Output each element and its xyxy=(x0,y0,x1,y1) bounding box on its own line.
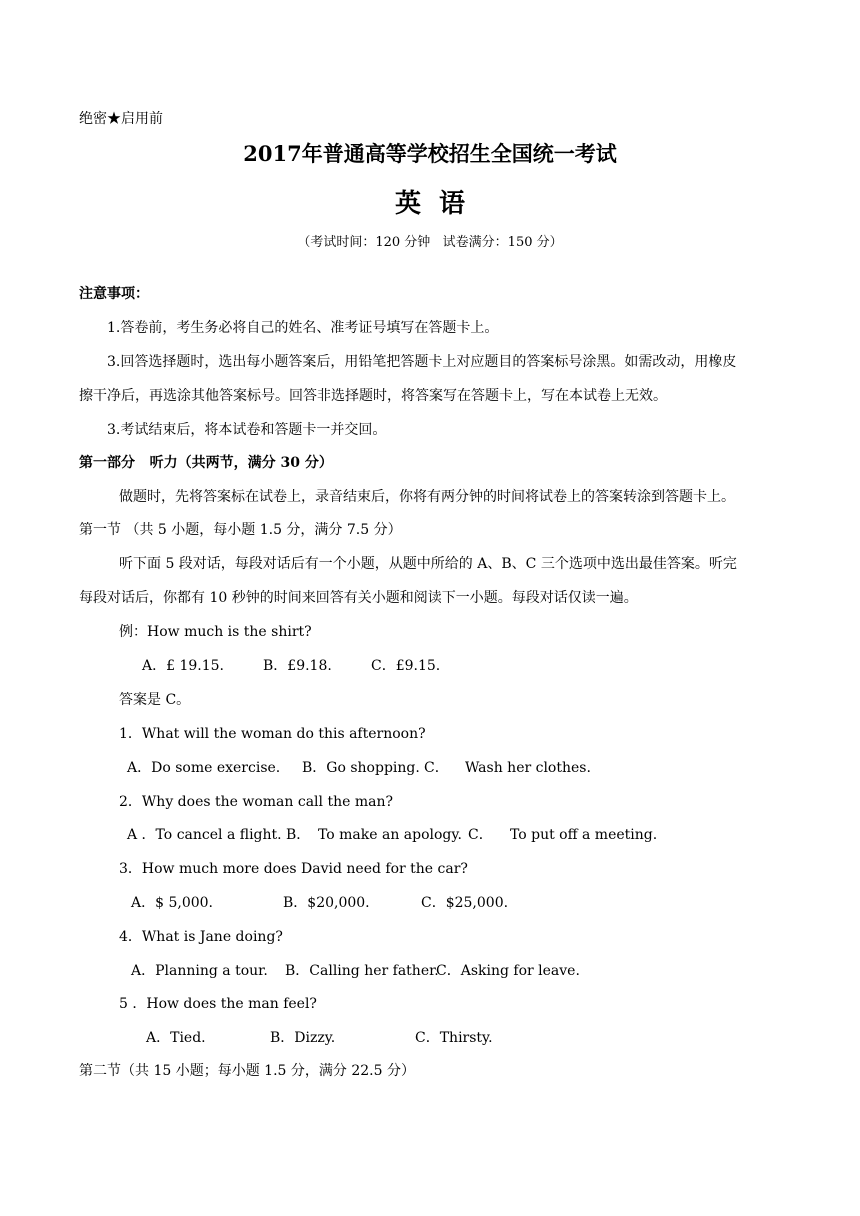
question-1: 1．What will the woman do this afternoon? xyxy=(119,726,426,742)
secret-mark: 绝密★启用前 xyxy=(79,111,163,127)
q4-option-b: B．Calling her father. xyxy=(285,963,439,979)
notes-item-2-line-2: 擦干净后，再选涂其他答案标号。回答非选择题时，将答案写在答题卡上，写在本试卷上无效。 xyxy=(79,388,667,404)
exam-title: 2017年普通高等学校招生全国统一考试 xyxy=(243,141,617,166)
question-4: 4．What is Jane doing? xyxy=(119,929,283,945)
section1-heading: 第一节 （共 5 小题，每小题 1.5 分，满分 7.5 分） xyxy=(79,522,402,538)
section1-instruction-line-1: 听下面 5 段对话，每段对话后有一个小题，从题中所给的 A、B、C 三个选项中选出最佳答案。听完 xyxy=(119,556,737,572)
q1-option-b: B．Go shopping. xyxy=(302,760,420,776)
notes-item-3: 3.考试结束后，将本试卷和答题卡一并交回。 xyxy=(107,422,387,438)
notes-item-1: 1.答卷前，考生务必将自己的姓名、准考证号填写在答题卡上。 xyxy=(107,320,499,336)
example-answer: 答案是 C。 xyxy=(119,692,191,708)
q4-option-a: A．Planning a tour. xyxy=(131,963,268,979)
section2-heading: 第二节（共 15 小题；每小题 1.5 分，满分 22.5 分） xyxy=(79,1063,415,1079)
section1-instruction-line-2: 每段对话后，你都有 10 秒钟的时间来回答有关小题和阅读下一小题。每段对话仅读一遍。 xyxy=(79,590,638,606)
q1-option-a: A．Do some exercise. xyxy=(127,760,281,776)
question-5: 5 ．How does the man feel? xyxy=(119,996,317,1012)
q5-option-a: A．Tied. xyxy=(146,1030,206,1046)
part1-instruction: 做题时，先将答案标在试卷上，录音结束后，你将有两分钟的时间将试卷上的答案转涂到答题卡上。 xyxy=(119,489,735,505)
q2-option-c-label: C． xyxy=(468,827,493,843)
q2-option-b-text: To make an apology. xyxy=(318,827,462,843)
q1-option-c-label: C． xyxy=(424,760,449,776)
example-option-c: C．£9.15. xyxy=(371,658,441,674)
q3-option-b: B．$20,000. xyxy=(283,895,370,911)
q2-option-c-text: To put off a meeting. xyxy=(510,827,658,843)
exam-info: （考试时间：120 分钟 试卷满分：150 分） xyxy=(297,235,563,250)
example-option-b: B．£9.18. xyxy=(263,658,332,674)
part1-heading: 第一部分 听力（共两节，满分 30 分） xyxy=(79,455,333,471)
q3-option-c: C．$25,000. xyxy=(421,895,509,911)
q2-option-a: A ．To cancel a flight. xyxy=(127,827,282,843)
question-2: 2．Why does the woman call the man? xyxy=(119,794,393,810)
subject-title: 英 语 xyxy=(394,189,466,219)
q3-option-a: A．$ 5,000. xyxy=(131,895,213,911)
q1-option-c-text: Wash her clothes. xyxy=(465,760,591,776)
example-option-a: A．£ 19.15. xyxy=(142,658,224,674)
q4-option-c: C．Asking for leave. xyxy=(436,963,580,979)
q5-option-b: B．Dizzy. xyxy=(270,1030,336,1046)
q2-option-b-label: B． xyxy=(286,827,311,843)
notes-item-2-line-1: 3.回答选择题时，选出每小题答案后，用铅笔把答题卡上对应题目的答案标号涂黑。如需改动，用橡皮 xyxy=(107,354,737,370)
q5-option-c: C．Thirsty. xyxy=(415,1030,493,1046)
notes-heading: 注意事项： xyxy=(79,286,149,302)
question-3: 3．How much more does David need for the car? xyxy=(119,861,468,877)
example-question: 例：How much is the shirt? xyxy=(119,624,312,640)
